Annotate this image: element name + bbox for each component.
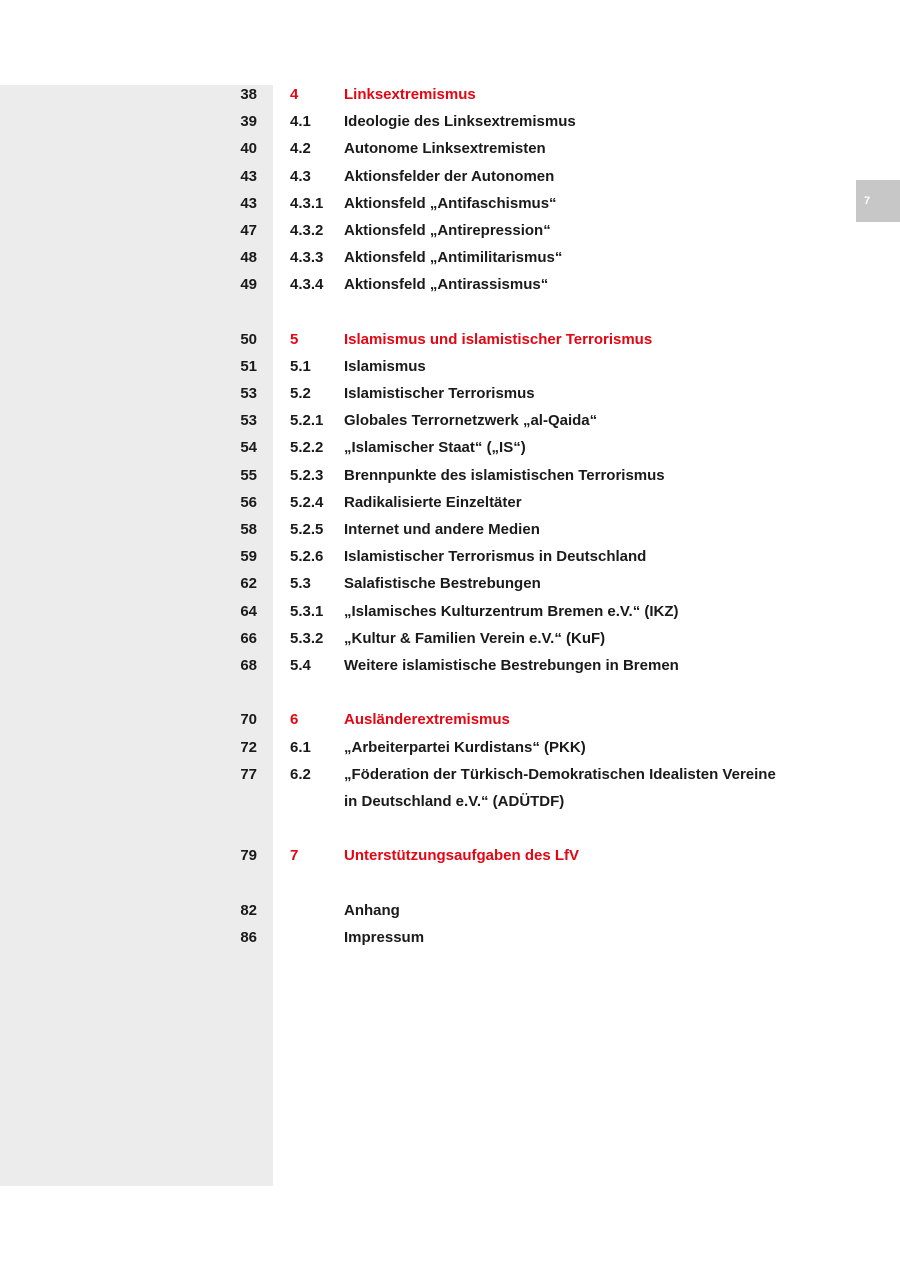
toc-entry-title: „Islamisches Kulturzentrum Bremen e.V.“ (IKZ) — [344, 602, 679, 620]
toc-section-number: 5.3 — [290, 575, 311, 593]
page-number-tab: 7 — [856, 180, 900, 222]
toc-section-number: 4.1 — [290, 113, 311, 131]
toc-entry[interactable] — [0, 734, 900, 761]
toc-page-number: 79 — [240, 847, 257, 865]
toc-entry[interactable] — [0, 190, 900, 217]
toc-page-number: 62 — [240, 575, 257, 593]
toc-entry-title: „Islamischer Staat“ („IS“) — [344, 439, 526, 457]
toc-page-number: 59 — [240, 548, 257, 566]
toc-page-number: 68 — [240, 656, 257, 674]
toc-section-number: 6.2 — [290, 765, 311, 783]
toc-section-number: 6 — [290, 711, 299, 729]
toc-entry-title: Aktionsfelder der Autonomen — [344, 167, 555, 185]
toc-section-number: 5.2.3 — [290, 466, 324, 484]
toc-page-number: 39 — [240, 113, 257, 131]
toc-page-number: 47 — [240, 221, 257, 239]
toc-page-number: 43 — [240, 194, 257, 212]
toc-page-number: 72 — [240, 738, 257, 756]
toc-section-number: 4 — [290, 86, 299, 103]
toc-chapter-title: Ausländerextremismus — [344, 711, 510, 729]
toc-page-number: 53 — [240, 412, 257, 430]
toc-section-number: 4.3.4 — [290, 276, 324, 294]
toc-page-number: 86 — [240, 928, 257, 946]
toc-page-number: 40 — [240, 140, 257, 158]
toc-entry[interactable] — [0, 625, 900, 652]
toc-entry-title: Aktionsfeld „Antirepression“ — [344, 221, 551, 239]
toc-page-number: 49 — [240, 276, 257, 294]
toc-entry-title: Internet und andere Medien — [344, 521, 540, 538]
toc-page-number: 77 — [240, 765, 257, 783]
toc-entry[interactable] — [0, 543, 900, 570]
toc-entry[interactable] — [0, 652, 900, 679]
toc-entry[interactable] — [0, 217, 900, 244]
toc-section-number: 4.3.1 — [290, 194, 324, 212]
toc-entry-title: Autonome Linksextremisten — [344, 140, 546, 158]
toc-section-number: 4.3.3 — [290, 249, 324, 267]
toc-entry[interactable] — [0, 434, 900, 461]
toc-entry-title: Ideologie des Linksextremismus — [344, 113, 576, 131]
toc-page-number: 58 — [240, 521, 257, 538]
toc-section-number: 5.2.5 — [290, 521, 324, 538]
toc-section-number: 5.1 — [290, 357, 311, 375]
toc-entry[interactable] — [0, 407, 900, 434]
toc-entry-title: Radikalisierte Einzeltäter — [344, 493, 522, 511]
toc-entry[interactable] — [0, 271, 900, 298]
toc-page-number: 38 — [240, 86, 257, 103]
toc-entry[interactable] — [0, 353, 900, 380]
toc-section-number: 6.1 — [290, 738, 311, 756]
toc-entry-title: Impressum — [344, 928, 425, 946]
toc-entry-title: Anhang — [344, 901, 400, 919]
toc-entry[interactable] — [0, 570, 900, 597]
toc-entry-impressum[interactable] — [0, 924, 900, 951]
toc-entry-title: Islamistischer Terrorismus in Deutschland — [344, 548, 647, 566]
toc-page-number: 55 — [240, 466, 257, 484]
toc-entry[interactable] — [0, 761, 900, 788]
toc-page-number: 51 — [240, 357, 257, 375]
toc-entry[interactable] — [0, 163, 900, 190]
toc-entry-title: Salafistische Bestrebungen — [344, 575, 541, 593]
toc-spacer — [0, 679, 900, 706]
toc-entry-title: Aktionsfeld „Antirassismus“ — [344, 276, 549, 294]
toc-section-number: 5.3.1 — [290, 602, 324, 620]
toc-entry-title: „Föderation der Türkisch-Demokratischen Idealisten Vereine — [344, 765, 776, 783]
toc-section-number: 7 — [290, 847, 299, 865]
toc-page-number: 66 — [240, 629, 257, 647]
toc-entry[interactable] — [0, 108, 900, 135]
toc-section-number: 5.2.6 — [290, 548, 324, 566]
toc-spacer — [0, 299, 900, 326]
toc-section-number: 5.4 — [290, 656, 311, 674]
toc-page-number: 48 — [240, 249, 257, 267]
toc-entry-title: „Arbeiterpartei Kurdistans“ (PKK) — [344, 738, 586, 756]
toc-page-number: 53 — [240, 385, 257, 403]
toc-chapter-title: Islamismus und islamistischer Terrorismus — [344, 330, 653, 348]
toc-page-number: 50 — [240, 330, 257, 348]
toc-chapter-4[interactable] — [0, 81, 900, 108]
toc-page-number: 43 — [240, 167, 257, 185]
toc-section-number: 5.2 — [290, 385, 311, 403]
toc-section-number: 5.2.4 — [290, 493, 324, 511]
toc-section-number: 5.2.2 — [290, 439, 324, 457]
toc-page-number: 82 — [240, 901, 257, 919]
toc-page-number: 56 — [240, 493, 257, 511]
toc-entry[interactable] — [0, 598, 900, 625]
toc-section-number: 4.3.2 — [290, 221, 324, 239]
toc-entry-title: Islamismus — [344, 357, 426, 375]
toc-chapter-5[interactable] — [0, 326, 900, 353]
toc-chapter-6[interactable] — [0, 706, 900, 733]
toc-entry[interactable] — [0, 462, 900, 489]
toc-spacer — [0, 815, 900, 842]
toc-entry-title: Weitere islamistische Bestrebungen in Bremen — [344, 656, 679, 674]
toc-section-number: 5.2.1 — [290, 412, 324, 430]
toc-section-number: 4.2 — [290, 140, 311, 158]
toc-section-number: 4.3 — [290, 167, 311, 185]
toc-entry[interactable] — [0, 516, 900, 543]
toc-entry-title: „Kultur & Familien Verein e.V.“ (KuF) — [344, 629, 606, 647]
toc-entry-anhang[interactable] — [0, 897, 900, 924]
toc-page-number: 64 — [240, 602, 257, 620]
toc-section-number: 5 — [290, 330, 299, 348]
table-of-contents — [0, 81, 900, 951]
toc-entry-continuation[interactable] — [0, 788, 900, 815]
toc-entry-title: Brennpunkte des islamistischen Terrorismus — [344, 466, 665, 484]
toc-chapter-7[interactable] — [0, 842, 900, 869]
toc-spacer — [0, 869, 900, 896]
toc-entry[interactable] — [0, 135, 900, 162]
toc-page-number: 54 — [240, 439, 257, 457]
toc-chapter-title: Linksextremismus — [344, 86, 476, 103]
toc-page-number: 70 — [240, 711, 257, 729]
toc-entry-title: Globales Terrornetzwerk „al-Qaida“ — [344, 412, 598, 430]
toc-entry-title: Islamistischer Terrorismus — [344, 385, 535, 403]
toc-entry-title-continuation: in Deutschland e.V.“ (ADÜTDF) — [344, 792, 565, 810]
toc-section-number: 5.3.2 — [290, 629, 324, 647]
toc-entry[interactable] — [0, 244, 900, 271]
toc-entry[interactable] — [0, 489, 900, 516]
toc-chapter-title: Unterstützungsaufgaben des LfV — [344, 847, 580, 865]
toc-entry-title: Aktionsfeld „Antifaschismus“ — [344, 194, 557, 212]
toc-entry-title: Aktionsfeld „Antimilitarismus“ — [344, 249, 563, 267]
toc-entry[interactable] — [0, 380, 900, 407]
